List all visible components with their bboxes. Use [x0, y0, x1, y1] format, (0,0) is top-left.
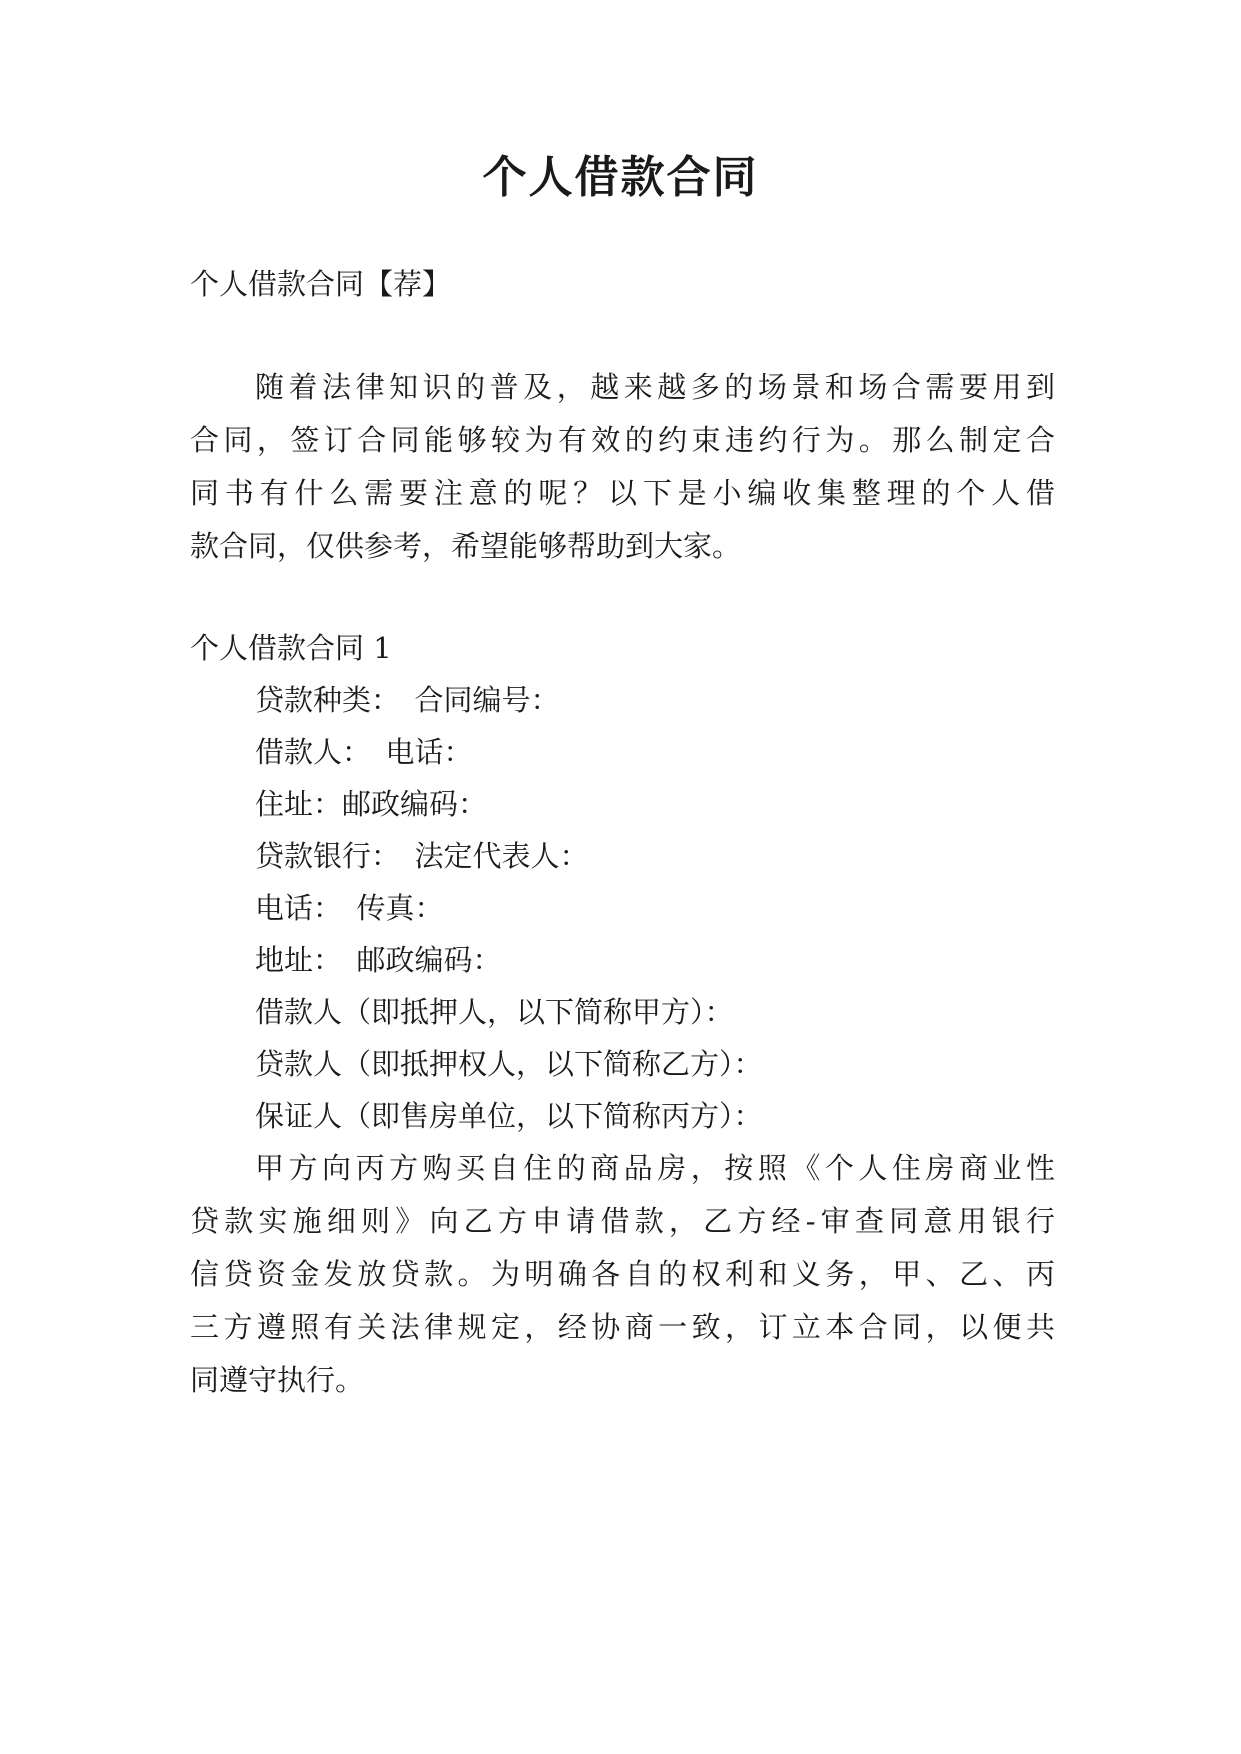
field-line: 保证人（即售房单位，以下简称丙方）：: [255, 1099, 763, 1133]
field-line: 贷款银行： 法定代表人：: [255, 839, 589, 873]
field-line: 地址： 邮政编码：: [255, 943, 502, 977]
intro-line-4: 款合同，仅供参考，希望能够帮助到大家。: [190, 529, 742, 563]
field-line: 电话： 传真：: [255, 891, 444, 925]
field-line: 贷款种类： 合同编号：: [255, 683, 560, 717]
field-line: 住址：邮政编码：: [255, 787, 488, 821]
intro-line-2: 合同，签订合同能够较为有效的约束违约行为。那么制定合: [190, 423, 1055, 457]
document-title: 个人借款合同: [482, 152, 759, 203]
body-line-5: 同遵守执行。: [190, 1363, 365, 1397]
body-line-1: 甲方向丙方购买自住的商品房，按照《个人住房商业性: [255, 1151, 1055, 1185]
section-heading: 个人借款合同 1: [190, 631, 392, 665]
body-line-3: 信贷资金发放贷款。为明确各自的权利和义务，甲、乙、丙: [190, 1257, 1055, 1291]
body-line-4: 三方遵照有关法律规定，经协商一致，订立本合同，以便共: [190, 1310, 1055, 1344]
field-line: 贷款人（即抵押权人，以下简称乙方）：: [255, 1047, 763, 1081]
intro-line-1: 随着法律知识的普及，越来越多的场景和场合需要用到: [255, 370, 1055, 404]
intro-line-3: 同书有什么需要注意的呢？以下是小编收集整理的个人借: [190, 476, 1055, 510]
body-line-2: 贷款实施细则》向乙方申请借款，乙方经-审查同意用银行: [190, 1204, 1055, 1238]
field-line: 借款人（即抵押人，以下简称甲方）：: [255, 995, 734, 1029]
document-subtitle: 个人借款合同【荐】: [190, 267, 452, 301]
field-line: 借款人： 电话：: [255, 735, 473, 769]
